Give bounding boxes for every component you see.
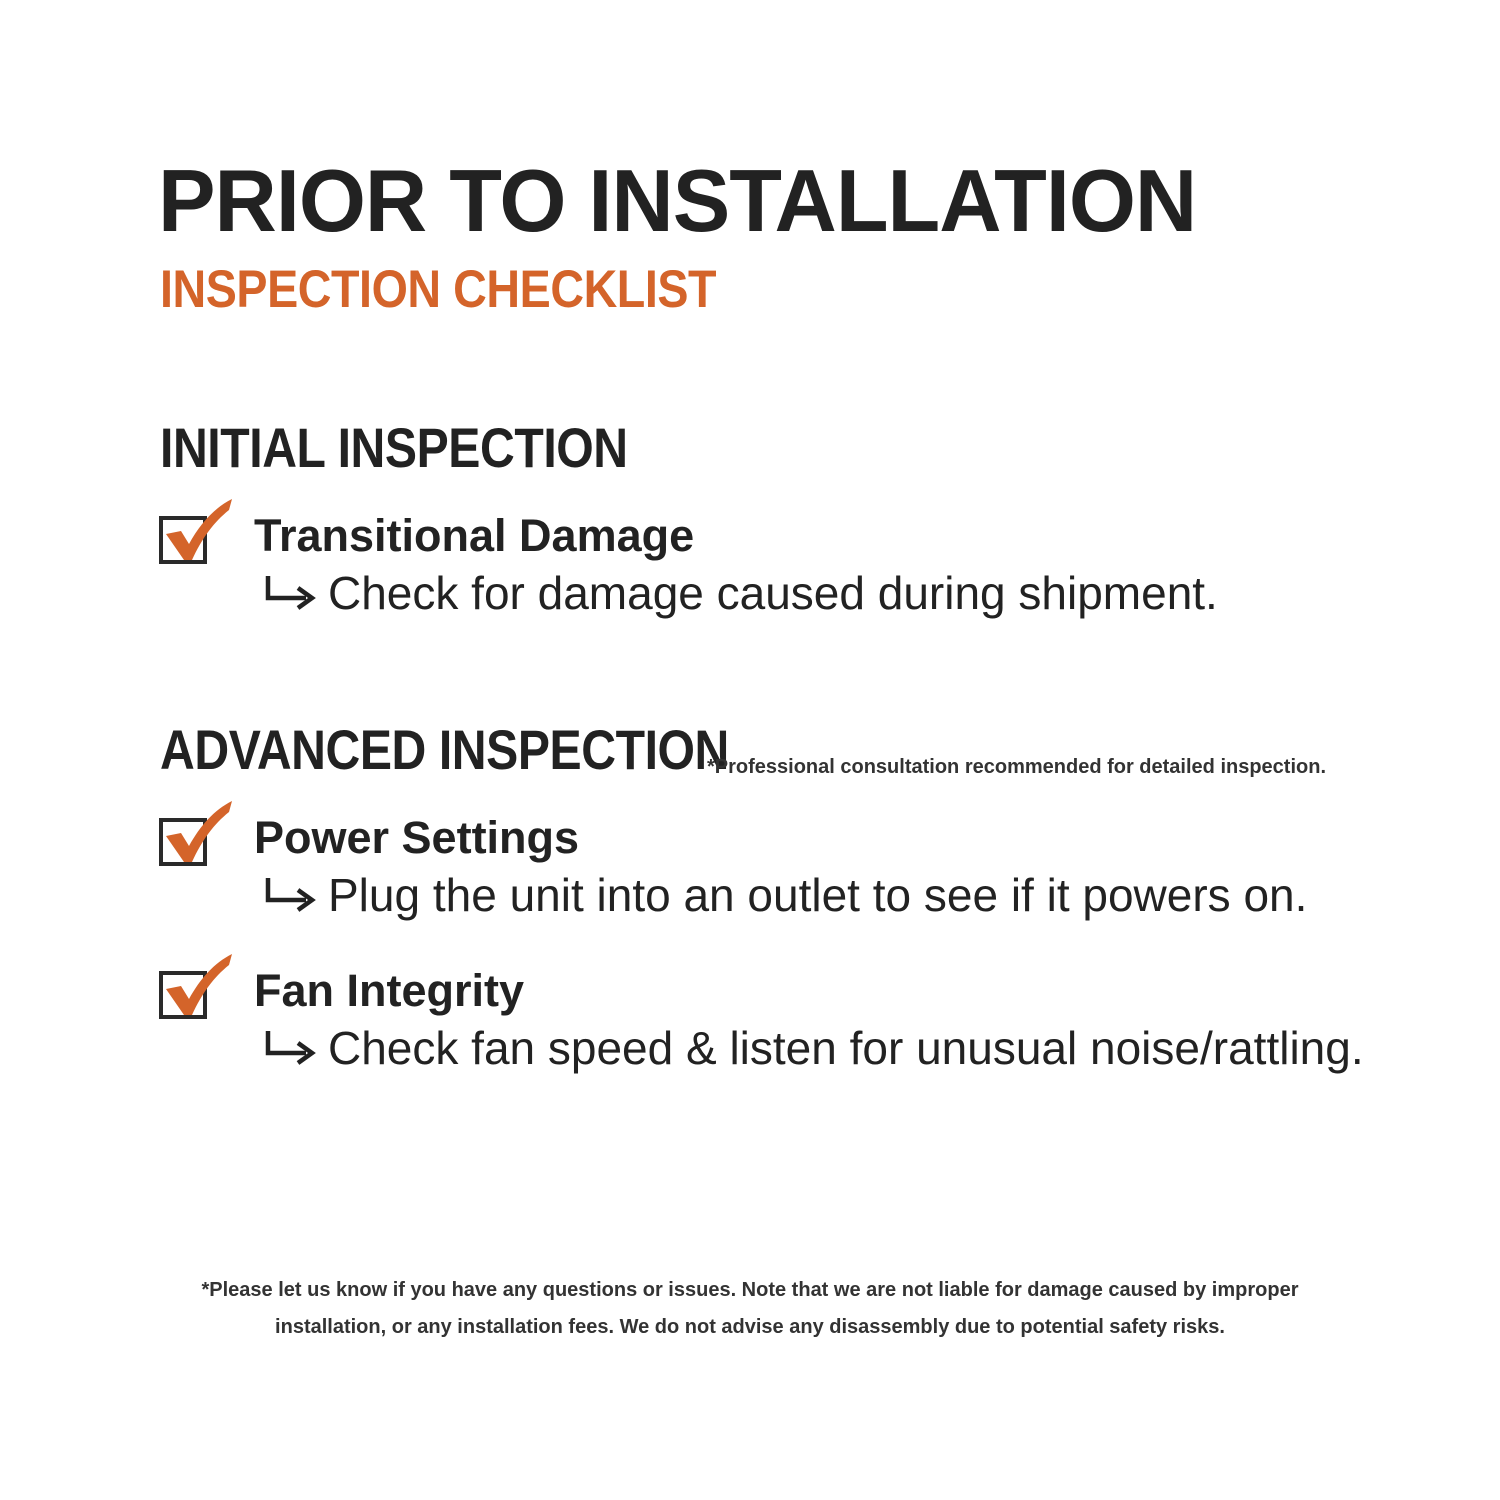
page-subtitle: INSPECTION CHECKLIST xyxy=(160,260,717,319)
checklist-item-fan-integrity xyxy=(158,953,1418,1083)
arrow-return-icon xyxy=(262,574,318,610)
item-label: Fan Integrity xyxy=(254,965,525,1016)
professional-note: *Professional consultation recommended for detailed inspection. xyxy=(707,756,1327,778)
item-description: Check for damage caused during shipment. xyxy=(328,567,1218,619)
page-title: PRIOR TO INSTALLATION xyxy=(158,151,1197,250)
item-label: Transitional Damage xyxy=(254,510,695,561)
disclaimer-line: installation, or any installation fees. We do not advise any disassembly due to potential safety risks. xyxy=(275,1316,1225,1338)
arrow-return-icon xyxy=(262,1029,318,1065)
item-description: Check fan speed & listen for unusual noise/rattling. xyxy=(328,1022,1364,1074)
item-label: Power Settings xyxy=(254,812,580,863)
checked-box-icon xyxy=(158,800,238,870)
checked-box-icon xyxy=(158,498,238,568)
section-heading-initial: INITIAL INSPECTION xyxy=(160,416,628,479)
section-heading-advanced: ADVANCED INSPECTION xyxy=(160,718,729,781)
disclaimer-line: *Please let us know if you have any questions or issues. Note that we are not liable for damage caused by improper xyxy=(201,1279,1299,1301)
checked-box-icon xyxy=(158,953,238,1023)
arrow-return-icon xyxy=(262,876,318,912)
checklist-item-transitional-damage xyxy=(158,498,1418,628)
checklist-item-power-settings xyxy=(158,800,1418,930)
item-description: Plug the unit into an outlet to see if it powers on. xyxy=(328,869,1308,921)
disclaimer xyxy=(150,1272,1350,1346)
